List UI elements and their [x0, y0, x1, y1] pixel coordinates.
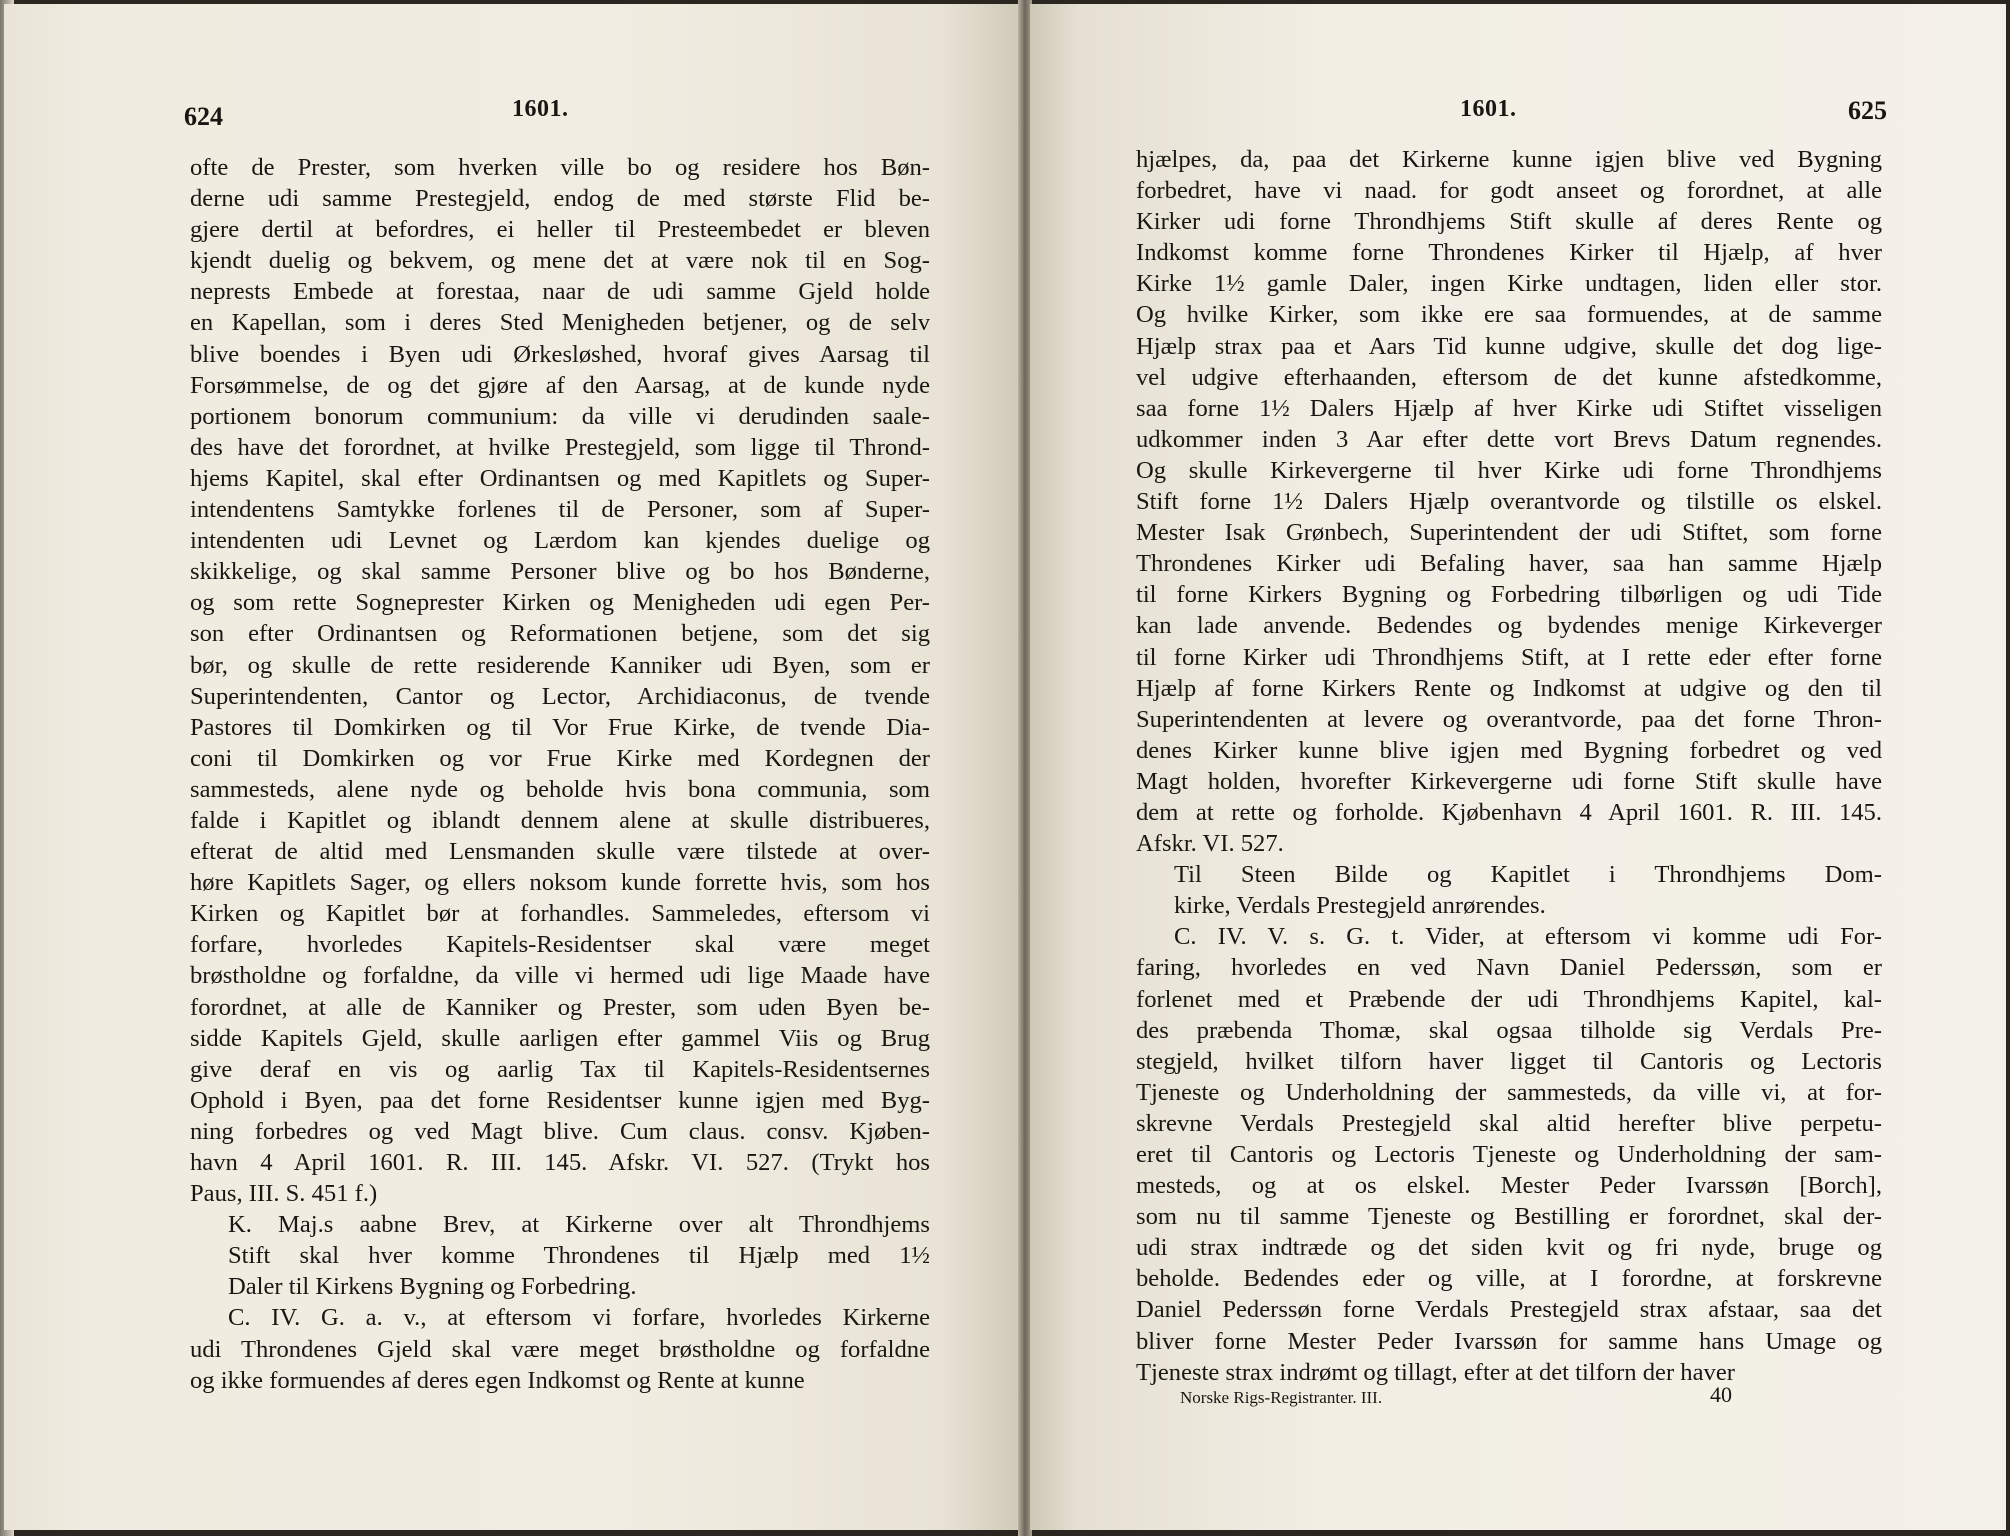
text-line: derne udi samme Prestegjeld, endog de med største Flid be-	[190, 185, 930, 213]
text-line: des have det forordnet, at hvilke Prestegjeld, som ligge til Thrond-	[190, 433, 930, 461]
footer-signature: Norske Rigs-Registranter. III.	[1180, 1388, 1383, 1407]
right-running-head: 1601.	[1460, 96, 1517, 122]
text-line: C. IV. V. s. G. t. Vider, at eftersom vi komme udi For-	[1174, 923, 1882, 951]
text-line: efterat de altid med Lensmanden skulle være tilstede at over-	[190, 838, 930, 866]
text-line: eret til Cantoris og Lectoris Tjeneste og Underholdning der sam-	[1136, 1141, 1882, 1168]
text-line: Hjælp strax paa et Aars Tid kunne udgive, skulle det dog lige-	[1136, 332, 1882, 360]
right-page-body	[1136, 144, 1882, 1388]
text-line: høre Kapitlets Sager, og ellers noksom kunde forrette hvis, som hos	[190, 869, 930, 897]
text-line: kan lade anvende. Bedendes og bydendes menige Kirkeverger	[1136, 612, 1882, 640]
left-page-number: 624	[184, 102, 223, 131]
text-line: bør, og skulle de rette residerende Kanniker udi Byen, som er	[190, 651, 930, 679]
text-line: en Kapellan, som i deres Sted Menigheden betjener, og de selv	[190, 309, 930, 337]
text-line: og ikke formuendes af deres egen Indkomst og Rente at kunne	[190, 1366, 805, 1394]
text-line: Superintendenten at levere og overantvorde, paa det forne Thron-	[1136, 705, 1882, 733]
text-line: portionem bonorum communium: da ville vi derudinden saale-	[190, 402, 930, 430]
text-line: skikkelige, og skal samme Personer blive og bo hos Bønderne,	[190, 558, 930, 586]
text-line: Kirke 1½ gamle Daler, ingen Kirke undtagen, liden eller stor.	[1136, 270, 1882, 298]
text-line: neprests Embede at forestaa, naar de udi samme Gjeld holde	[190, 278, 930, 306]
text-line: C. IV. G. a. v., at eftersom vi forfare, hvorledes Kirkerne	[228, 1304, 930, 1332]
text-line: Afskr. VI. 527.	[1136, 830, 1284, 858]
left-page-body	[190, 152, 930, 1396]
text-line: give deraf en vis og aarlig Tax til Kapitels-Residentsernes	[190, 1055, 930, 1083]
text-line: forfare, hvorledes Kapitels-Residentser skal være meget	[190, 931, 930, 959]
text-line: gjere dertil at befordres, ei heller til Presteembedet er bleven	[190, 216, 930, 244]
text-line: bliver forne Mester Peder Ivarssøn for samme hans Umage og	[1136, 1327, 1882, 1355]
text-line: des præbenda Thomæ, skal ogsaa tilholde sig Verdals Pre-	[1136, 1016, 1882, 1044]
text-line: Stift skal hver komme Throndenes til Hjælp med 1½	[228, 1242, 930, 1270]
text-line: ofte de Prester, som hverken ville bo og residere hos Bøn-	[190, 154, 930, 181]
text-line: Pastores til Domkirken og til Vor Frue Kirke, de tvende Dia-	[190, 713, 930, 741]
text-line: Forsømmelse, de og det gjøre af den Aarsag, at de kunde nyde	[190, 371, 930, 399]
text-line: Superintendenten, Cantor og Lector, Archidiaconus, de tvende	[190, 682, 930, 710]
text-line: til forne Kirkers Bygning og Forbedring tilbørligen og udi Tide	[1136, 581, 1882, 609]
text-line: denes Kirker kunne blive igjen med Bygning forbedret og ved	[1136, 736, 1882, 764]
text-line: kirke, Verdals Prestegjeld anrørendes.	[1174, 892, 1546, 920]
text-line: hjælpes, da, paa det Kirkerne kunne igjen blive ved Bygning	[1136, 146, 1882, 173]
text-line: sidde Kapitels Gjeld, skulle aarligen efter gammel Viis og Brug	[190, 1024, 930, 1052]
text-line: hjems Kapitel, skal efter Ordinantsen og med Kapitlets og Super-	[190, 464, 930, 492]
text-line: son efter Ordinantsen og Reformationen betjene, som det sig	[190, 620, 930, 648]
text-line: mesteds, og at os elskel. Mester Peder Ivarssøn [Borch],	[1136, 1172, 1882, 1200]
text-line: Stift forne 1½ Dalers Hjælp overantvorde og tilstille os elskel.	[1136, 488, 1882, 516]
text-line: intendenten udi Levnet og Lærdom kan kjendes duelige og	[190, 527, 930, 555]
text-line: Magt holden, hvorefter Kirkevergerne udi forne Stift skulle have	[1136, 767, 1882, 795]
text-line: intendentens Samtykke forlenes til de Personer, som af Super-	[190, 496, 930, 524]
text-line: stegjeld, hvilket tilforn haver ligget til Cantoris og Lectoris	[1136, 1047, 1882, 1075]
text-line: Kirken og Kapitlet bør at forhandles. Sammeledes, eftersom vi	[190, 900, 930, 928]
text-line: til forne Kirker udi Throndhjems Stift, at I rette eder efter forne	[1136, 643, 1882, 671]
text-line: som nu til samme Tjeneste og Bestilling er forordnet, skal der-	[1136, 1203, 1882, 1231]
text-line: Og hvilke Kirker, som ikke ere saa formuendes, at de samme	[1136, 301, 1882, 329]
text-line: blive boendes i Byen udi Ørkesløshed, hvoraf gives Aarsag til	[190, 340, 930, 368]
right-page-number: 625	[1848, 96, 1887, 125]
text-line: kjendt duelig og bekvem, og mene det at være nok til en Sog-	[190, 247, 930, 275]
text-line: Indkomst komme forne Throndenes Kirker til Hjælp, af hver	[1136, 239, 1882, 267]
text-line: udi strax indtræde og det siden kvit og fri nyde, bruge og	[1136, 1234, 1882, 1262]
text-line: skrevne Verdals Prestegjeld skal altid herefter blive perpetu-	[1136, 1109, 1882, 1137]
text-line: Ophold i Byen, paa det forne Residentser kunne igjen med Byg-	[190, 1086, 930, 1114]
text-line: Paus, III. S. 451 f.)	[190, 1180, 378, 1208]
text-line: Til Steen Bilde og Kapitlet i Throndhjems Dom-	[1174, 861, 1882, 889]
text-line: og som rette Sogneprester Kirken og Menigheden udi egen Per-	[190, 589, 930, 617]
text-line: Hjælp af forne Kirkers Rente og Indkomst at udgive og den til	[1136, 674, 1882, 702]
text-line: udi Throndenes Gjeld skal være meget brøstholdne og forfaldne	[190, 1335, 930, 1363]
text-line: forlenet med et Præbende der udi Throndhjems Kapitel, kal-	[1136, 985, 1882, 1013]
text-line: coni til Domkirken og vor Frue Kirke med Kordegnen der	[190, 744, 930, 772]
text-line: Daler til Kirkens Bygning og Forbedring.	[228, 1273, 637, 1301]
text-line: Throndenes Kirker udi Befaling haver, saa han samme Hjælp	[1136, 550, 1882, 578]
text-line: falde i Kapitlet og iblandt dennem alene at skulle distribueres,	[190, 806, 930, 834]
text-line: vel udgive efterhaanden, eftersom de det kunne afstedkomme,	[1136, 363, 1882, 391]
text-line: udkommer inden 3 Aar efter dette vort Brevs Datum regnendes.	[1136, 425, 1882, 453]
text-line: ning forbedres og ved Magt blive. Cum claus. consv. Kjøben-	[190, 1117, 930, 1145]
text-line: saa forne 1½ Dalers Hjælp af hver Kirke udi Stiftet visseligen	[1136, 394, 1882, 422]
text-line: Tjeneste strax indrømt og tillagt, efter at det tilforn der haver	[1136, 1358, 1735, 1386]
text-line: havn 4 April 1601. R. III. 145. Afskr. VI. 527. (Trykt hos	[190, 1149, 930, 1176]
text-line: Mester Isak Grønbech, Superintendent der udi Stiftet, som forne	[1136, 519, 1882, 547]
text-line: dem at rette og forholde. Kjøbenhavn 4 April 1601. R. III. 145.	[1136, 798, 1882, 826]
text-line: beholde. Bedendes eder og ville, at I forordne, at forskrevne	[1136, 1265, 1882, 1293]
text-line: forbedret, have vi naad. for godt anseet og forordnet, at alle	[1136, 177, 1882, 205]
text-line: forordnet, at alle de Kanniker og Prester, som uden Byen be-	[190, 993, 930, 1021]
footer-sheet-number: 40	[1710, 1382, 1732, 1407]
text-line: brøstholdne og forfaldne, da ville vi hermed udi lige Maade have	[190, 962, 930, 990]
text-line: Tjeneste og Underholdning der sammesteds, da ville vi, at for-	[1136, 1078, 1882, 1106]
text-line: Daniel Pederssøn forne Verdals Prestegjeld strax afstaar, saa det	[1136, 1296, 1882, 1324]
text-line: sammesteds, alene nyde og beholde hvis bona communia, som	[190, 775, 930, 803]
right-page	[1030, 4, 2006, 1530]
text-line: Kirker udi forne Throndhjems Stift skulle af deres Rente og	[1136, 208, 1882, 236]
text-line: K. Maj.s aabne Brev, at Kirkerne over alt Throndhjems	[228, 1211, 930, 1239]
left-running-head: 1601.	[512, 96, 569, 122]
text-line: faring, hvorledes en ved Navn Daniel Pederssøn, som er	[1136, 954, 1882, 982]
left-page	[4, 4, 1022, 1530]
text-line: Og skulle Kirkevergerne til hver Kirke udi forne Throndhjems	[1136, 456, 1882, 484]
